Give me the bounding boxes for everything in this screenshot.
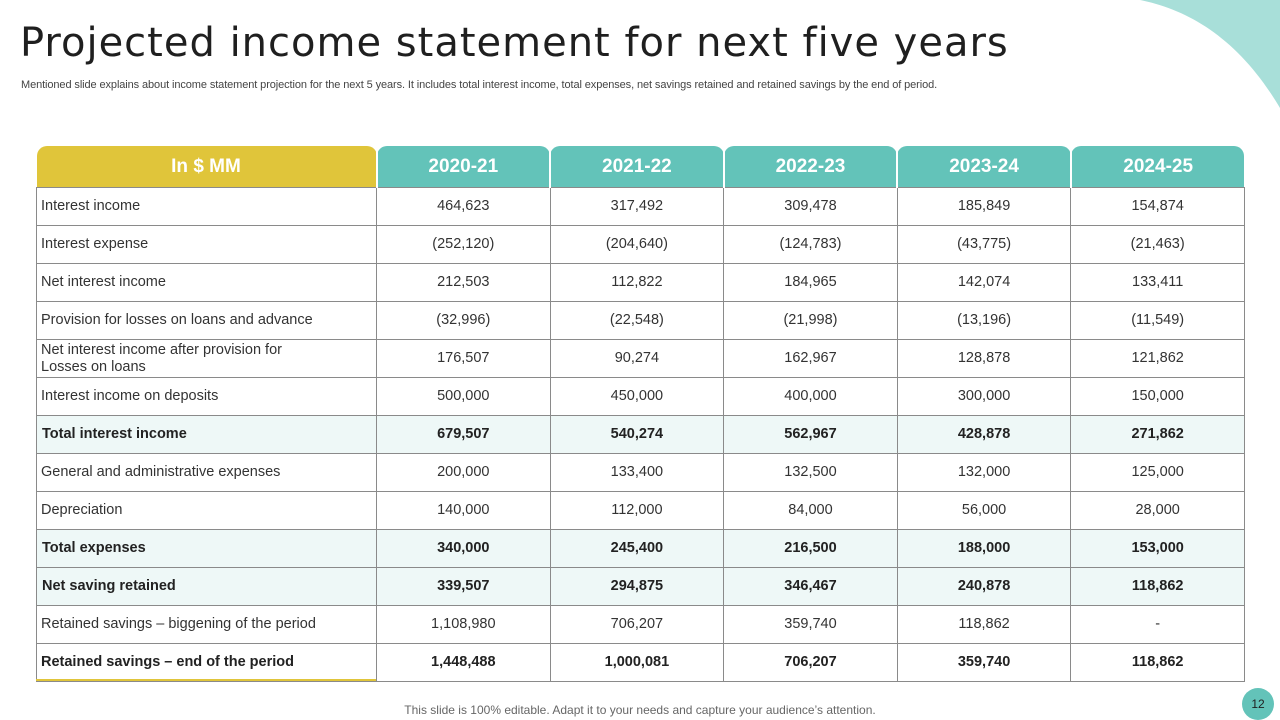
row-value: 340,000 [377, 530, 551, 568]
row-value: 184,965 [724, 264, 898, 302]
income-statement-table [36, 146, 1245, 682]
row-value: 132,500 [724, 454, 898, 492]
row-value: 339,507 [377, 568, 551, 606]
row-value: 121,862 [1071, 340, 1245, 378]
row-value: (204,640) [550, 226, 724, 264]
row-value: (124,783) [724, 226, 898, 264]
row-value: 240,878 [897, 568, 1071, 606]
row-value: 245,400 [550, 530, 724, 568]
table-header-row [37, 146, 1245, 188]
header-year-2024-25: 2024-25 [1071, 146, 1245, 188]
row-label: Net saving retained [37, 568, 377, 606]
row-value: 133,400 [550, 454, 724, 492]
table-row-final [37, 644, 1245, 682]
row-label: Interest income on deposits [37, 378, 377, 416]
row-value: 1,108,980 [377, 606, 551, 644]
header-label-cell: In $ MM [37, 146, 377, 188]
row-value: (21,998) [724, 302, 898, 340]
table-row [37, 492, 1245, 530]
row-value: 1,000,081 [550, 644, 724, 682]
row-value: 118,862 [1071, 568, 1245, 606]
row-value: 133,411 [1071, 264, 1245, 302]
row-label: Net interest income after provision for Losses on loans [37, 340, 377, 378]
row-label: Depreciation [37, 492, 377, 530]
header-year-2020-21: 2020-21 [377, 146, 551, 188]
row-value: (43,775) [897, 226, 1071, 264]
row-value: 150,000 [1071, 378, 1245, 416]
slide-subtitle: Mentioned slide explains about income statement projection for the next 5 years. It includes total interest income, total expenses, net savings retained and retained savings by the end of period. [21, 79, 938, 91]
row-value: 428,878 [897, 416, 1071, 454]
row-value: 56,000 [897, 492, 1071, 530]
row-value: 216,500 [724, 530, 898, 568]
row-value: 706,207 [550, 606, 724, 644]
row-value: 125,000 [1071, 454, 1245, 492]
table-row [37, 606, 1245, 644]
row-value: 112,822 [550, 264, 724, 302]
row-value: 359,740 [897, 644, 1071, 682]
header-year-2022-23: 2022-23 [724, 146, 898, 188]
row-label: Interest expense [37, 226, 377, 264]
table-row [37, 454, 1245, 492]
income-statement-table-container [36, 146, 1244, 682]
table-row [37, 264, 1245, 302]
row-value: (22,548) [550, 302, 724, 340]
row-label: Total interest income [37, 416, 377, 454]
row-label: Provision for losses on loans and advance [37, 302, 377, 340]
row-value: 300,000 [897, 378, 1071, 416]
row-value: 140,000 [377, 492, 551, 530]
row-value: 500,000 [377, 378, 551, 416]
row-value: 112,000 [550, 492, 724, 530]
row-value: 562,967 [724, 416, 898, 454]
row-value: 118,862 [897, 606, 1071, 644]
row-value: 28,000 [1071, 492, 1245, 530]
table-row [37, 302, 1245, 340]
row-value: 153,000 [1071, 530, 1245, 568]
row-label: Retained savings – end of the period [37, 644, 377, 682]
row-label: General and administrative expenses [37, 454, 377, 492]
row-value: 84,000 [724, 492, 898, 530]
row-value: 450,000 [550, 378, 724, 416]
row-value: 154,874 [1071, 188, 1245, 226]
row-value: 176,507 [377, 340, 551, 378]
row-value: 540,274 [550, 416, 724, 454]
row-value: 359,740 [724, 606, 898, 644]
page-number-badge: 12 [1242, 688, 1274, 720]
header-year-2021-22: 2021-22 [550, 146, 724, 188]
row-value: 200,000 [377, 454, 551, 492]
row-value: 1,448,488 [377, 644, 551, 682]
row-value: 706,207 [724, 644, 898, 682]
row-value: - [1071, 606, 1245, 644]
row-value: 142,074 [897, 264, 1071, 302]
row-label: Interest income [37, 188, 377, 226]
row-value: 128,878 [897, 340, 1071, 378]
table-row [37, 188, 1245, 226]
row-value: 118,862 [1071, 644, 1245, 682]
row-value: 185,849 [897, 188, 1071, 226]
slide-title: Projected income statement for next five years [20, 20, 1009, 66]
table-bottom-accent [36, 679, 376, 681]
row-value: (32,996) [377, 302, 551, 340]
table-row [37, 226, 1245, 264]
header-year-2023-24: 2023-24 [897, 146, 1071, 188]
table-row-total [37, 568, 1245, 606]
row-value: (21,463) [1071, 226, 1245, 264]
row-value: 188,000 [897, 530, 1071, 568]
table-row [37, 340, 1245, 378]
row-value: (11,549) [1071, 302, 1245, 340]
row-value: 294,875 [550, 568, 724, 606]
row-value: 90,274 [550, 340, 724, 378]
row-value: 346,467 [724, 568, 898, 606]
table-row-total [37, 530, 1245, 568]
table-row-total [37, 416, 1245, 454]
row-value: 271,862 [1071, 416, 1245, 454]
row-value: 679,507 [377, 416, 551, 454]
row-value: 400,000 [724, 378, 898, 416]
row-value: 317,492 [550, 188, 724, 226]
row-label: Total expenses [37, 530, 377, 568]
row-value: (13,196) [897, 302, 1071, 340]
slide-footer: This slide is 100% editable. Adapt it to your needs and capture your audience’s attention. [404, 703, 876, 717]
table-row [37, 378, 1245, 416]
row-value: 464,623 [377, 188, 551, 226]
row-label: Net interest income [37, 264, 377, 302]
row-value: 309,478 [724, 188, 898, 226]
row-value: 212,503 [377, 264, 551, 302]
row-value: (252,120) [377, 226, 551, 264]
row-value: 132,000 [897, 454, 1071, 492]
row-value: 162,967 [724, 340, 898, 378]
row-label: Retained savings – biggening of the period [37, 606, 377, 644]
